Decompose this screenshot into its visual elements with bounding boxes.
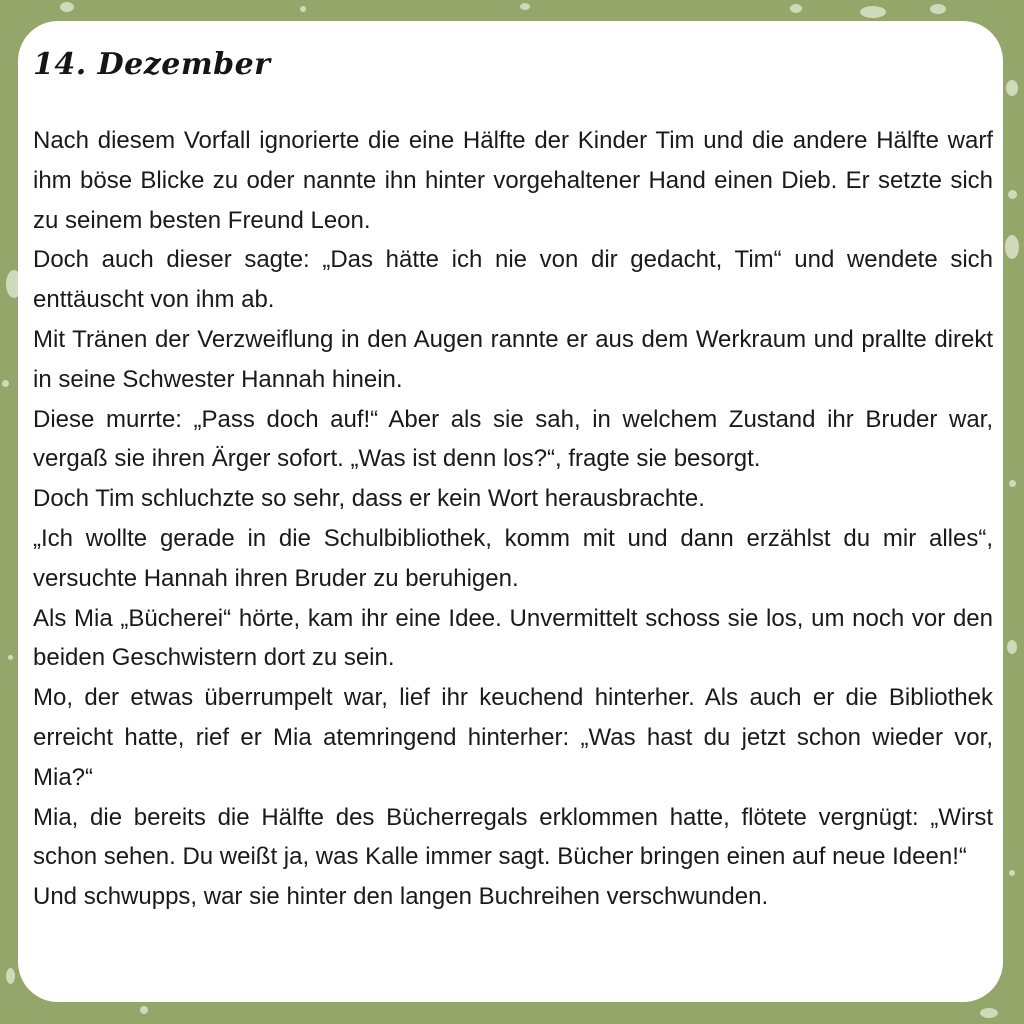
background-speck <box>1009 870 1015 876</box>
background-speck <box>140 1006 148 1014</box>
background-speck <box>860 6 886 18</box>
story-paragraph: Mit Tränen der Verzweiflung in den Augen rannte er aus dem Werkraum und prallte direkt in seine Schwester Hannah hinein. <box>33 325 993 393</box>
background-speck <box>2 380 9 387</box>
background-speck <box>1006 80 1018 96</box>
background-speck <box>300 6 306 12</box>
page-title: 14. Dezember <box>33 47 271 82</box>
background-speck <box>1005 235 1019 259</box>
background-speck <box>1007 640 1017 654</box>
story-text <box>33 121 993 917</box>
background-speck <box>790 4 802 13</box>
story-paragraph: Diese murrte: „Pass doch auf!“ Aber als sie sah, in welchem Zustand ihr Bruder war, vergaß sie ihren Ärger sofort. „Was ist denn los?“, fragte sie besorgt. <box>33 405 993 473</box>
story-paragraph: Mo, der etwas überrumpelt war, lief ihr keuchend hinterher. Als auch er die Bibliothek erreicht hatte, rief er Mia atemringend hinterher: „Was hast du jetzt schon wieder vor, Mia?“ <box>33 684 993 791</box>
background-speck <box>930 4 946 14</box>
background-speck <box>520 3 530 10</box>
story-paragraph: Mia, die bereits die Hälfte des Bücherregals erklommen hatte, flötete vergnügt: „Wirst schon sehen. Du weißt ja, was Kalle immer sagt. Bücher bringen einen auf neue Ideen!“ <box>33 803 993 871</box>
content-card <box>18 21 1003 1002</box>
background-speck <box>1009 480 1016 487</box>
background-speck <box>8 655 13 660</box>
background-speck <box>1008 190 1017 199</box>
story-paragraph: Doch Tim schluchzte so sehr, dass er kein Wort herausbrachte. <box>33 485 705 513</box>
story-paragraph: Nach diesem Vorfall ignorierte die eine Hälfte der Kinder Tim und die andere Hälfte warf ihm böse Blicke zu oder nannte ihn hinter vorgehaltener Hand einen Dieb. Er setzte sich zu seinem besten Freund Leon. <box>33 127 993 234</box>
background-speck <box>980 1008 998 1018</box>
story-paragraph: Und schwupps, war sie hinter den langen Buchreihen verschwunden. <box>33 883 769 911</box>
story-paragraph: Doch auch dieser sagte: „Das hätte ich nie von dir gedacht, Tim“ und wendete sich enttäuscht von ihm ab. <box>33 246 993 314</box>
story-paragraph: Als Mia „Bücherei“ hörte, kam ihr eine Idee. Unvermittelt schoss sie los, um noch vor den beiden Geschwistern dort zu sein. <box>33 604 993 672</box>
background-speck <box>6 968 15 984</box>
story-paragraph: „Ich wollte gerade in die Schulbibliothek, komm mit und dann erzählst du mir alles“, versuchte Hannah ihren Bruder zu beruhigen. <box>33 524 993 592</box>
background-speck <box>60 2 74 12</box>
